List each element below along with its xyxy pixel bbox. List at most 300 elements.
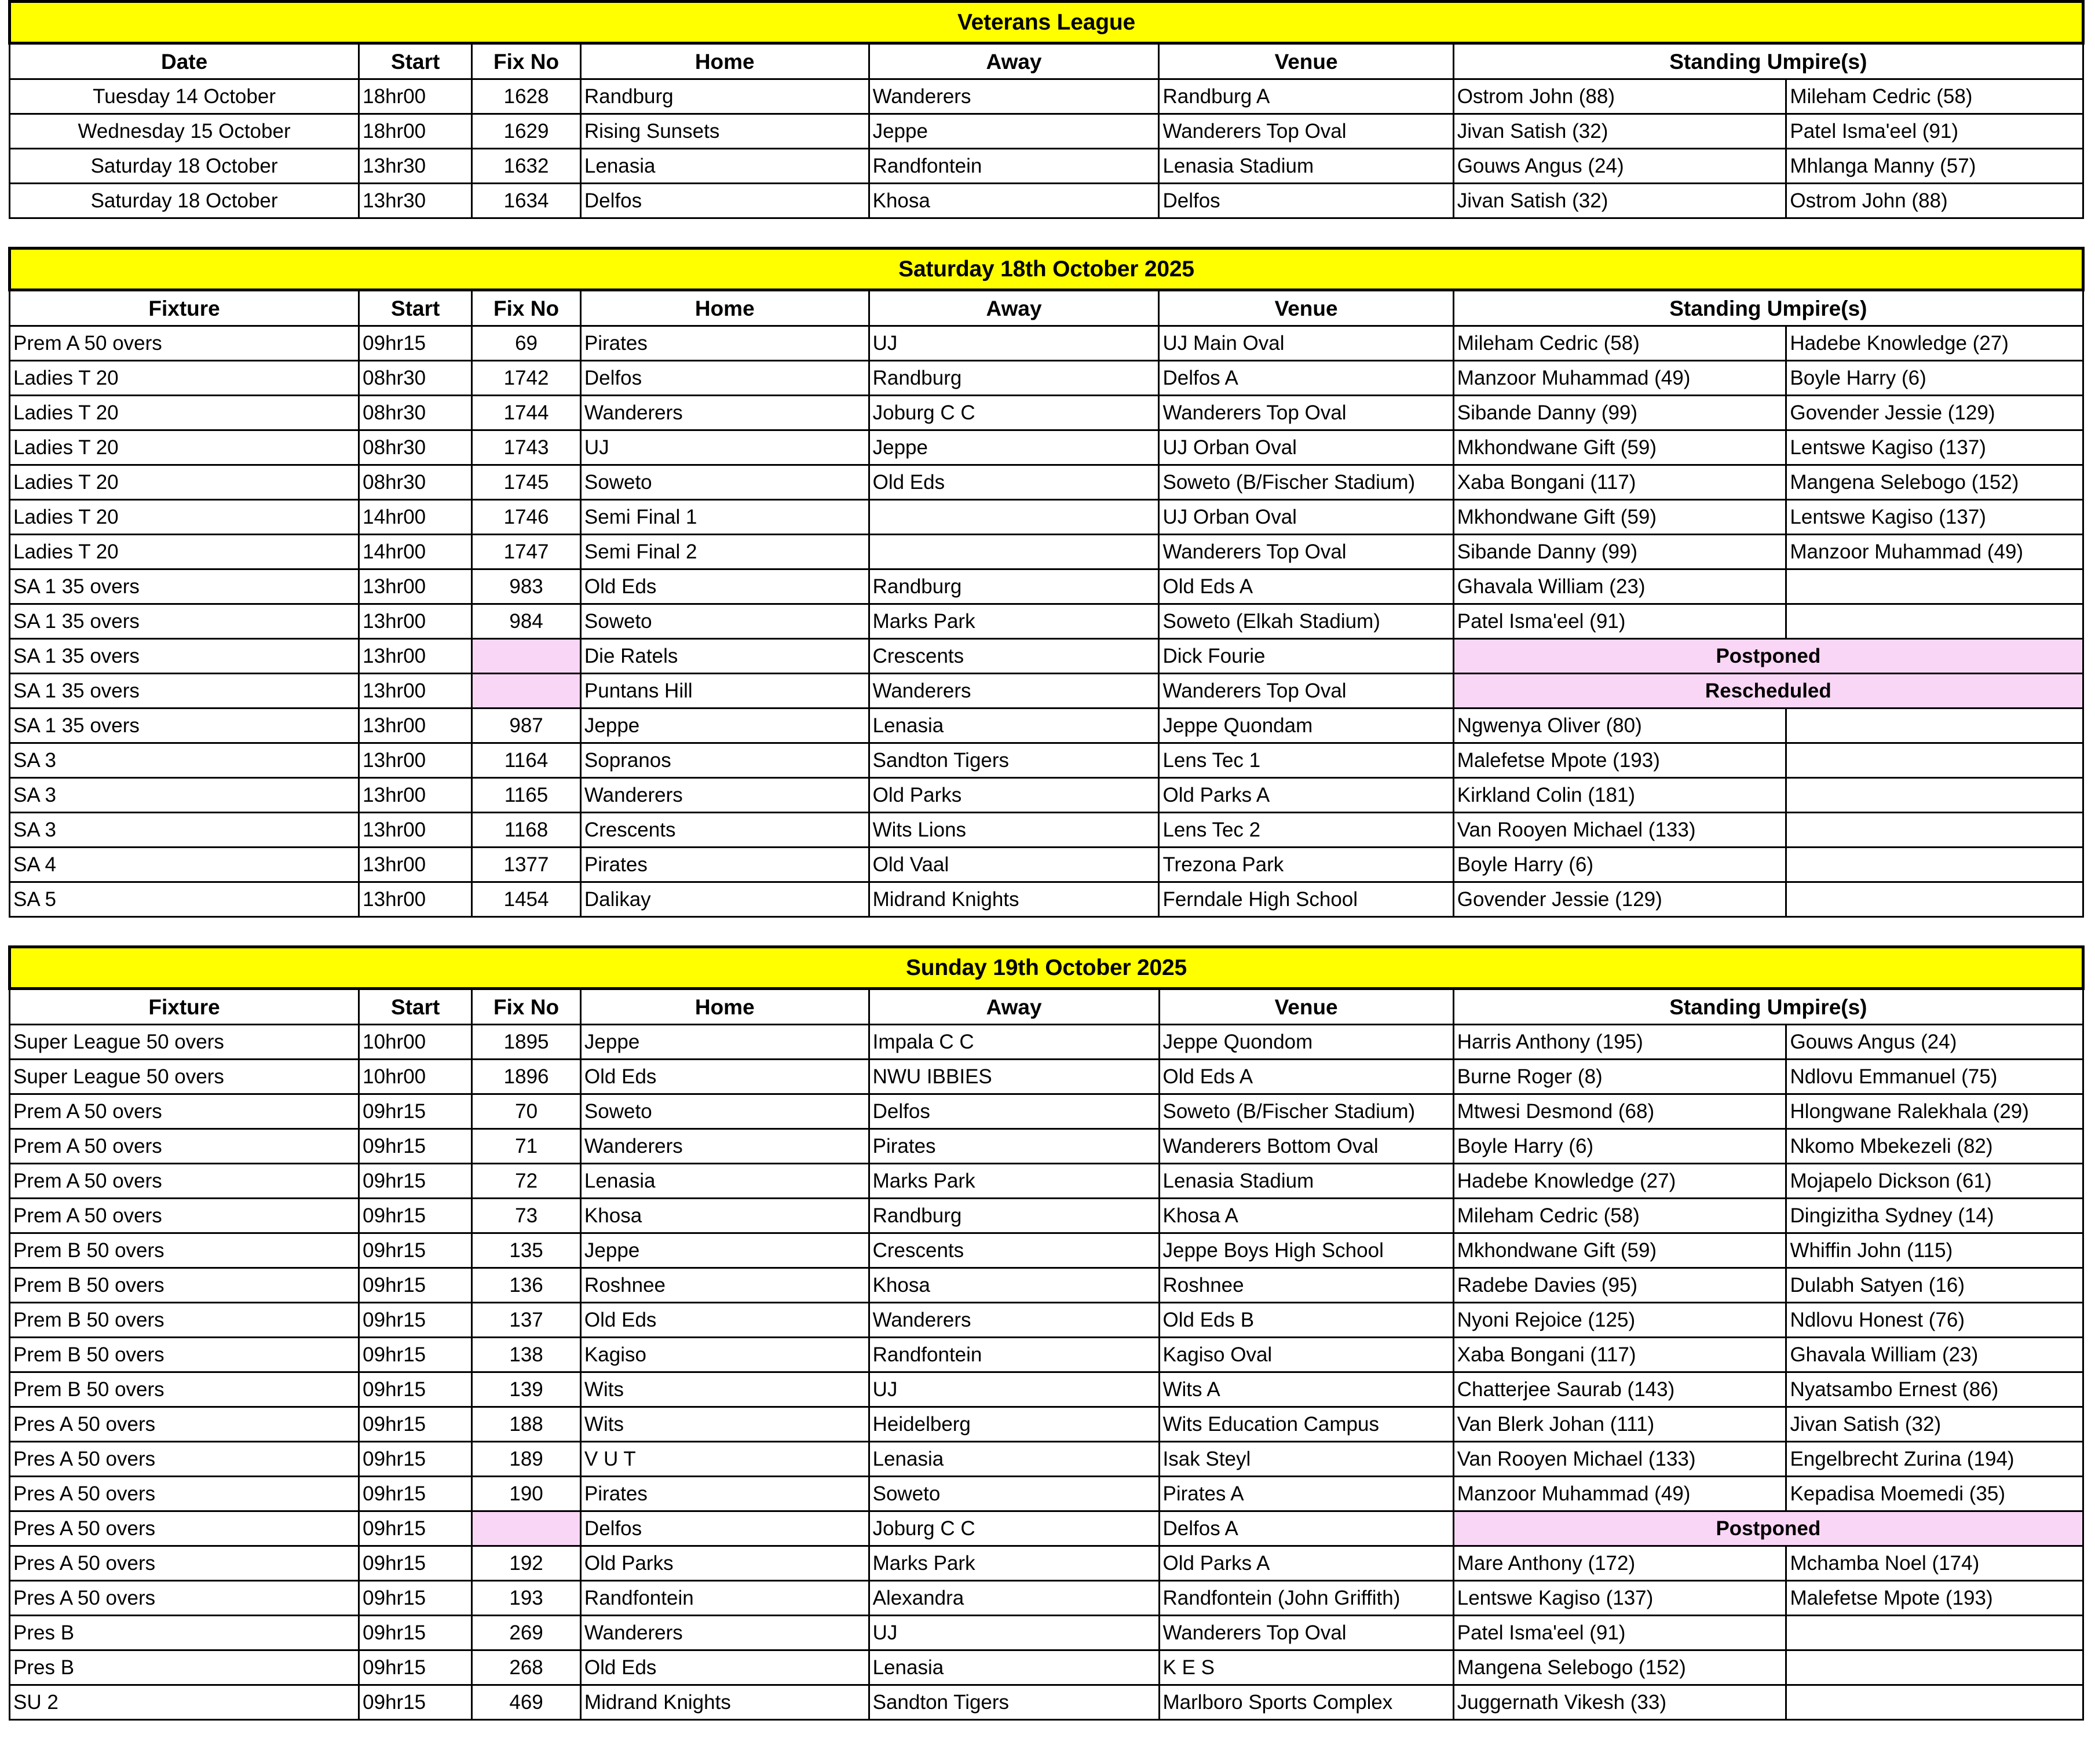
- cell-home: Wits: [580, 1372, 869, 1407]
- cell-away: Sandton Tigers: [869, 743, 1159, 778]
- cell-fixture: Saturday 18 October: [10, 184, 359, 218]
- cell-fix-no: 1744: [472, 396, 581, 430]
- cell-start: 09hr15: [359, 1581, 472, 1616]
- cell-home: V U T: [580, 1442, 869, 1477]
- cell-away: Marks Park: [869, 1546, 1159, 1581]
- cell-venue: Lens Tec 1: [1159, 743, 1453, 778]
- table-row: [10, 813, 2083, 848]
- cell-umpire-1: Mkhondwane Gift (59): [1453, 1233, 1786, 1268]
- cell-fixture: Prem A 50 overs: [10, 1129, 359, 1164]
- cell-fixture: Ladies T 20: [10, 361, 359, 396]
- cell-away: Crescents: [869, 639, 1159, 674]
- cell-umpire-1: Boyle Harry (6): [1453, 1129, 1786, 1164]
- cell-home: Sopranos: [580, 743, 869, 778]
- cell-away: Marks Park: [869, 604, 1159, 639]
- table-row: [10, 708, 2083, 743]
- cell-away: Randburg: [869, 361, 1159, 396]
- cell-start: 13hr30: [359, 184, 472, 218]
- cell-umpire-1: Gouws Angus (24): [1453, 149, 1786, 184]
- cell-umpire-2: [1786, 848, 2083, 882]
- cell-fixture: SA 1 35 overs: [10, 604, 359, 639]
- table-row: [10, 778, 2083, 813]
- cell-venue: Lens Tec 2: [1159, 813, 1453, 848]
- cell-fix-no: 268: [472, 1650, 581, 1685]
- cell-home: Jeppe: [580, 708, 869, 743]
- cell-fixture: Ladies T 20: [10, 430, 359, 465]
- column-header-0: Fixture: [10, 989, 359, 1025]
- cell-fix-no: 1632: [472, 149, 581, 184]
- table-row: [10, 1650, 2083, 1685]
- cell-away: Joburg C C: [869, 1511, 1159, 1546]
- table-row: [10, 604, 2083, 639]
- cell-start: 09hr15: [359, 1511, 472, 1546]
- cell-fix-no: 1747: [472, 535, 581, 569]
- table-row: [10, 1546, 2083, 1581]
- cell-fixture: Super League 50 overs: [10, 1025, 359, 1060]
- cell-umpire-1: Patel Isma'eel (91): [1453, 604, 1786, 639]
- cell-venue: Kagiso Oval: [1159, 1338, 1453, 1372]
- cell-fix-no: 1895: [472, 1025, 581, 1060]
- column-header-4: Away: [869, 989, 1159, 1025]
- cell-umpire-2: Manzoor Muhammad (49): [1786, 535, 2083, 569]
- table-row: [10, 1477, 2083, 1511]
- table-row: [10, 674, 2083, 708]
- cell-start: 09hr15: [359, 1338, 472, 1372]
- cell-fix-no: [472, 639, 581, 674]
- cell-start: 10hr00: [359, 1025, 472, 1060]
- cell-fix-no: 269: [472, 1616, 581, 1650]
- cell-umpire-2: Ndlovu Honest (76): [1786, 1303, 2083, 1338]
- cell-fixture: SA 5: [10, 882, 359, 917]
- cell-fixture: Prem A 50 overs: [10, 1199, 359, 1233]
- cell-fix-no: 1164: [472, 743, 581, 778]
- cell-home: Old Eds: [580, 1303, 869, 1338]
- cell-fix-no: 1629: [472, 114, 581, 149]
- cell-venue: Jeppe Quondam: [1159, 708, 1453, 743]
- cell-fix-no: 72: [472, 1164, 581, 1199]
- cell-fixture: Ladies T 20: [10, 396, 359, 430]
- cell-umpire-2: Patel Isma'eel (91): [1786, 114, 2083, 149]
- cell-fix-no: 193: [472, 1581, 581, 1616]
- cell-away: Soweto: [869, 1477, 1159, 1511]
- cell-umpire-2: [1786, 1650, 2083, 1685]
- cell-fix-no: 1896: [472, 1060, 581, 1094]
- cell-venue: UJ Orban Oval: [1159, 500, 1453, 535]
- cell-away: Khosa: [869, 1268, 1159, 1303]
- cell-umpire-1: Juggernath Vikesh (33): [1453, 1685, 1786, 1720]
- table-spacer: [8, 918, 2085, 945]
- cell-home: Old Eds: [580, 1060, 869, 1094]
- column-header-3: Home: [580, 43, 869, 79]
- cell-start: 08hr30: [359, 396, 472, 430]
- column-header-0: Date: [10, 43, 359, 79]
- table-row: [10, 1685, 2083, 1720]
- cell-home: Puntans Hill: [580, 674, 869, 708]
- cell-fixture: SA 3: [10, 778, 359, 813]
- table-row: [10, 535, 2083, 569]
- cell-venue: Lenasia Stadium: [1159, 1164, 1453, 1199]
- cell-umpire-1: Mileham Cedric (58): [1453, 1199, 1786, 1233]
- cell-start: 09hr15: [359, 1685, 472, 1720]
- cell-fixture: SU 2: [10, 1685, 359, 1720]
- cell-fix-no: 1745: [472, 465, 581, 500]
- cell-fixture: Prem B 50 overs: [10, 1233, 359, 1268]
- table-title-row: [10, 947, 2083, 989]
- cell-fixture: Pres A 50 overs: [10, 1581, 359, 1616]
- cell-fix-no: 1377: [472, 848, 581, 882]
- cell-fix-no: 138: [472, 1338, 581, 1372]
- cell-fixture: Prem B 50 overs: [10, 1338, 359, 1372]
- cell-fix-no: 1454: [472, 882, 581, 917]
- cell-venue: Wanderers Top Oval: [1159, 396, 1453, 430]
- cell-umpire-2: Lentswe Kagiso (137): [1786, 500, 2083, 535]
- cell-fixture: Pres B: [10, 1616, 359, 1650]
- cell-start: 10hr00: [359, 1060, 472, 1094]
- cell-venue: UJ Main Oval: [1159, 326, 1453, 361]
- table-row: [10, 1233, 2083, 1268]
- cell-start: 13hr00: [359, 674, 472, 708]
- cell-venue: Soweto (Elkah Stadium): [1159, 604, 1453, 639]
- cell-away: Old Eds: [869, 465, 1159, 500]
- cell-start: 18hr00: [359, 114, 472, 149]
- status-badge: Rescheduled: [1453, 674, 2083, 708]
- column-header-6: Standing Umpire(s): [1453, 989, 2083, 1025]
- cell-venue: Old Eds B: [1159, 1303, 1453, 1338]
- cell-fixture: Pres A 50 overs: [10, 1546, 359, 1581]
- cell-fix-no: 139: [472, 1372, 581, 1407]
- cell-start: 09hr15: [359, 1233, 472, 1268]
- cell-umpire-2: Ndlovu Emmanuel (75): [1786, 1060, 2083, 1094]
- cell-start: 09hr15: [359, 1650, 472, 1685]
- cell-fix-no: 136: [472, 1268, 581, 1303]
- column-header-4: Away: [869, 43, 1159, 79]
- cell-away: Jeppe: [869, 430, 1159, 465]
- cell-fixture: Ladies T 20: [10, 535, 359, 569]
- table-row: [10, 79, 2083, 114]
- cell-fixture: Saturday 18 October: [10, 149, 359, 184]
- table-title: Veterans League: [10, 2, 2083, 43]
- column-header-6: Standing Umpire(s): [1453, 290, 2083, 326]
- cell-venue: Randfontein (John Griffith): [1159, 1581, 1453, 1616]
- cell-umpire-1: Van Rooyen Michael (133): [1453, 813, 1786, 848]
- cell-fixture: Pres A 50 overs: [10, 1442, 359, 1477]
- cell-start: 09hr15: [359, 1442, 472, 1477]
- table-header-row: [10, 290, 2083, 326]
- cell-start: 13hr00: [359, 813, 472, 848]
- table-row: [10, 1372, 2083, 1407]
- cell-venue: K E S: [1159, 1650, 1453, 1685]
- cell-fix-no: 135: [472, 1233, 581, 1268]
- cell-away: Lenasia: [869, 1442, 1159, 1477]
- cell-umpire-1: Patel Isma'eel (91): [1453, 1616, 1786, 1650]
- cell-fix-no: 1742: [472, 361, 581, 396]
- table-row: [10, 1199, 2083, 1233]
- cell-venue: Wits Education Campus: [1159, 1407, 1453, 1442]
- cell-start: 13hr00: [359, 848, 472, 882]
- table-row: [10, 1094, 2083, 1129]
- cell-away: UJ: [869, 1372, 1159, 1407]
- cell-umpire-2: Gouws Angus (24): [1786, 1025, 2083, 1060]
- cell-start: 09hr15: [359, 1407, 472, 1442]
- cell-umpire-1: Malefetse Mpote (193): [1453, 743, 1786, 778]
- cell-umpire-1: Sibande Danny (99): [1453, 396, 1786, 430]
- cell-home: Rising Sunsets: [580, 114, 869, 149]
- cell-home: Soweto: [580, 1094, 869, 1129]
- cell-start: 14hr00: [359, 500, 472, 535]
- cell-fix-no: 1165: [472, 778, 581, 813]
- cell-fix-no: 188: [472, 1407, 581, 1442]
- table-title: Saturday 18th October 2025: [10, 249, 2083, 290]
- cell-umpire-1: Jivan Satish (32): [1453, 184, 1786, 218]
- cell-fixture: Tuesday 14 October: [10, 79, 359, 114]
- table-row: [10, 882, 2083, 917]
- cell-umpire-1: Lentswe Kagiso (137): [1453, 1581, 1786, 1616]
- cell-fix-no: 987: [472, 708, 581, 743]
- cell-start: 14hr00: [359, 535, 472, 569]
- cell-umpire-2: [1786, 813, 2083, 848]
- cell-away: NWU IBBIES: [869, 1060, 1159, 1094]
- cell-home: Die Ratels: [580, 639, 869, 674]
- cell-umpire-2: Jivan Satish (32): [1786, 1407, 2083, 1442]
- cell-start: 13hr00: [359, 569, 472, 604]
- table-row: [10, 114, 2083, 149]
- cell-home: Lenasia: [580, 1164, 869, 1199]
- cell-home: Soweto: [580, 604, 869, 639]
- cell-away: UJ: [869, 1616, 1159, 1650]
- cell-umpire-1: Ghavala William (23): [1453, 569, 1786, 604]
- cell-home: Jeppe: [580, 1025, 869, 1060]
- table-row: [10, 465, 2083, 500]
- cell-home: Pirates: [580, 326, 869, 361]
- cell-venue: Lenasia Stadium: [1159, 149, 1453, 184]
- cell-umpire-2: [1786, 1616, 2083, 1650]
- cell-fix-no: 1634: [472, 184, 581, 218]
- cell-away: Wanderers: [869, 79, 1159, 114]
- cell-home: Semi Final 2: [580, 535, 869, 569]
- table-title-row: [10, 2, 2083, 43]
- cell-home: Delfos: [580, 1511, 869, 1546]
- table-row: [10, 149, 2083, 184]
- cell-fixture: SA 4: [10, 848, 359, 882]
- cell-away: Delfos: [869, 1094, 1159, 1129]
- cell-venue: Wanderers Top Oval: [1159, 114, 1453, 149]
- cell-umpire-2: Mchamba Noel (174): [1786, 1546, 2083, 1581]
- cell-fixture: Pres A 50 overs: [10, 1407, 359, 1442]
- cell-venue: Wits A: [1159, 1372, 1453, 1407]
- cell-start: 09hr15: [359, 1303, 472, 1338]
- table-row: [10, 1616, 2083, 1650]
- column-header-3: Home: [580, 989, 869, 1025]
- cell-venue: Wanderers Top Oval: [1159, 1616, 1453, 1650]
- cell-start: 09hr15: [359, 1546, 472, 1581]
- cell-home: Jeppe: [580, 1233, 869, 1268]
- cell-start: 13hr00: [359, 604, 472, 639]
- cell-umpire-2: Mojapelo Dickson (61): [1786, 1164, 2083, 1199]
- cell-start: 09hr15: [359, 1616, 472, 1650]
- cell-home: Soweto: [580, 465, 869, 500]
- cell-umpire-2: [1786, 604, 2083, 639]
- cell-umpire-1: Mkhondwane Gift (59): [1453, 430, 1786, 465]
- table-row: [10, 430, 2083, 465]
- cell-umpire-2: Hadebe Knowledge (27): [1786, 326, 2083, 361]
- cell-away: Old Parks: [869, 778, 1159, 813]
- cell-start: 09hr15: [359, 326, 472, 361]
- cell-umpire-1: Jivan Satish (32): [1453, 114, 1786, 149]
- cell-umpire-2: [1786, 743, 2083, 778]
- cell-umpire-1: Ngwenya Oliver (80): [1453, 708, 1786, 743]
- cell-venue: Khosa A: [1159, 1199, 1453, 1233]
- table-title: Sunday 19th October 2025: [10, 947, 2083, 989]
- cell-umpire-2: Mileham Cedric (58): [1786, 79, 2083, 114]
- cell-fix-no: 69: [472, 326, 581, 361]
- cell-fixture: SA 1 35 overs: [10, 708, 359, 743]
- cell-venue: Isak Steyl: [1159, 1442, 1453, 1477]
- cell-fixture: Pres A 50 overs: [10, 1477, 359, 1511]
- cell-start: 09hr15: [359, 1268, 472, 1303]
- cell-start: 09hr15: [359, 1199, 472, 1233]
- cell-fixture: Pres B: [10, 1650, 359, 1685]
- cell-umpire-2: [1786, 708, 2083, 743]
- cell-fix-no: 73: [472, 1199, 581, 1233]
- cell-home: Wanderers: [580, 1129, 869, 1164]
- table-row: [10, 1164, 2083, 1199]
- fixtures-table-veterans-league: [8, 0, 2085, 219]
- cell-home: Khosa: [580, 1199, 869, 1233]
- cell-venue: Dick Fourie: [1159, 639, 1453, 674]
- cell-fixture: Prem B 50 overs: [10, 1372, 359, 1407]
- cell-start: 13hr00: [359, 708, 472, 743]
- table-row: [10, 184, 2083, 218]
- cell-home: Old Parks: [580, 1546, 869, 1581]
- fixtures-table-saturday-18-october-2025: [8, 247, 2085, 918]
- cell-away: [869, 535, 1159, 569]
- cell-venue: Delfos: [1159, 184, 1453, 218]
- cell-away: Randfontein: [869, 149, 1159, 184]
- cell-fix-no: 1168: [472, 813, 581, 848]
- cell-away: Lenasia: [869, 708, 1159, 743]
- cell-fix-no: 137: [472, 1303, 581, 1338]
- cell-away: Crescents: [869, 1233, 1159, 1268]
- cell-umpire-2: Nyatsambo Ernest (86): [1786, 1372, 2083, 1407]
- cell-start: 18hr00: [359, 79, 472, 114]
- cell-fixture: SA 1 35 overs: [10, 674, 359, 708]
- cell-venue: Randburg A: [1159, 79, 1453, 114]
- table-spacer: [8, 219, 2085, 247]
- table-row: [10, 1407, 2083, 1442]
- cell-venue: Jeppe Boys High School: [1159, 1233, 1453, 1268]
- cell-umpire-1: Chatterjee Saurab (143): [1453, 1372, 1786, 1407]
- cell-start: 09hr15: [359, 1372, 472, 1407]
- cell-away: Lenasia: [869, 1650, 1159, 1685]
- cell-home: Roshnee: [580, 1268, 869, 1303]
- cell-start: 13hr00: [359, 882, 472, 917]
- cell-umpire-1: Mtwesi Desmond (68): [1453, 1094, 1786, 1129]
- cell-away: Randburg: [869, 569, 1159, 604]
- table-row: [10, 1303, 2083, 1338]
- cell-home: Randburg: [580, 79, 869, 114]
- cell-venue: Old Eds A: [1159, 569, 1453, 604]
- cell-fix-no: 192: [472, 1546, 581, 1581]
- cell-umpire-2: Nkomo Mbekezeli (82): [1786, 1129, 2083, 1164]
- cell-start: 13hr00: [359, 778, 472, 813]
- cell-umpire-1: Manzoor Muhammad (49): [1453, 1477, 1786, 1511]
- column-header-2: Fix No: [472, 989, 581, 1025]
- cell-umpire-2: Dulabh Satyen (16): [1786, 1268, 2083, 1303]
- cell-venue: Delfos A: [1159, 361, 1453, 396]
- cell-fixture: Prem B 50 overs: [10, 1268, 359, 1303]
- cell-home: Old Eds: [580, 1650, 869, 1685]
- cell-start: 13hr00: [359, 743, 472, 778]
- table-header-row: [10, 43, 2083, 79]
- cell-umpire-1: Hadebe Knowledge (27): [1453, 1164, 1786, 1199]
- cell-umpire-2: [1786, 569, 2083, 604]
- column-header-3: Home: [580, 290, 869, 326]
- cell-umpire-2: [1786, 882, 2083, 917]
- table-row: [10, 396, 2083, 430]
- cell-away: Impala C C: [869, 1025, 1159, 1060]
- table-row: [10, 361, 2083, 396]
- cell-home: Delfos: [580, 361, 869, 396]
- cell-fix-no: 1628: [472, 79, 581, 114]
- cell-home: Randfontein: [580, 1581, 869, 1616]
- cell-umpire-2: Ostrom John (88): [1786, 184, 2083, 218]
- cell-umpire-1: Mkhondwane Gift (59): [1453, 500, 1786, 535]
- cell-fix-no: [472, 674, 581, 708]
- cell-umpire-2: Mhlanga Manny (57): [1786, 149, 2083, 184]
- tables-container: [8, 0, 2085, 1721]
- cell-away: Randfontein: [869, 1338, 1159, 1372]
- column-header-5: Venue: [1159, 43, 1453, 79]
- cell-start: 08hr30: [359, 465, 472, 500]
- table-row: [10, 1511, 2083, 1546]
- cell-venue: Wanderers Top Oval: [1159, 674, 1453, 708]
- cell-away: Joburg C C: [869, 396, 1159, 430]
- cell-venue: Roshnee: [1159, 1268, 1453, 1303]
- cell-umpire-2: Engelbrecht Zurina (194): [1786, 1442, 2083, 1477]
- cell-home: Kagiso: [580, 1338, 869, 1372]
- cell-umpire-2: Govender Jessie (129): [1786, 396, 2083, 430]
- cell-venue: Marlboro Sports Complex: [1159, 1685, 1453, 1720]
- cell-fix-no: 70: [472, 1094, 581, 1129]
- cell-home: Wanderers: [580, 1616, 869, 1650]
- cell-venue: Wanderers Bottom Oval: [1159, 1129, 1453, 1164]
- cell-away: Pirates: [869, 1129, 1159, 1164]
- cell-fix-no: 71: [472, 1129, 581, 1164]
- cell-venue: Pirates A: [1159, 1477, 1453, 1511]
- cell-away: [869, 500, 1159, 535]
- cell-home: Wanderers: [580, 396, 869, 430]
- cell-umpire-2: Ghavala William (23): [1786, 1338, 2083, 1372]
- column-header-5: Venue: [1159, 989, 1453, 1025]
- cell-umpire-2: Lentswe Kagiso (137): [1786, 430, 2083, 465]
- cell-home: UJ: [580, 430, 869, 465]
- cell-umpire-1: Mare Anthony (172): [1453, 1546, 1786, 1581]
- cell-fix-no: 983: [472, 569, 581, 604]
- cell-home: Semi Final 1: [580, 500, 869, 535]
- cell-venue: Wanderers Top Oval: [1159, 535, 1453, 569]
- cell-venue: Old Parks A: [1159, 778, 1453, 813]
- cell-umpire-1: Xaba Bongani (117): [1453, 1338, 1786, 1372]
- table-row: [10, 848, 2083, 882]
- column-header-1: Start: [359, 989, 472, 1025]
- status-badge: Postponed: [1453, 1511, 2083, 1546]
- cell-away: Jeppe: [869, 114, 1159, 149]
- fixtures-table-sunday-19-october-2025: [8, 945, 2085, 1721]
- cell-fixture: SA 3: [10, 813, 359, 848]
- table-row: [10, 1060, 2083, 1094]
- cell-umpire-2: [1786, 1685, 2083, 1720]
- cell-away: Randburg: [869, 1199, 1159, 1233]
